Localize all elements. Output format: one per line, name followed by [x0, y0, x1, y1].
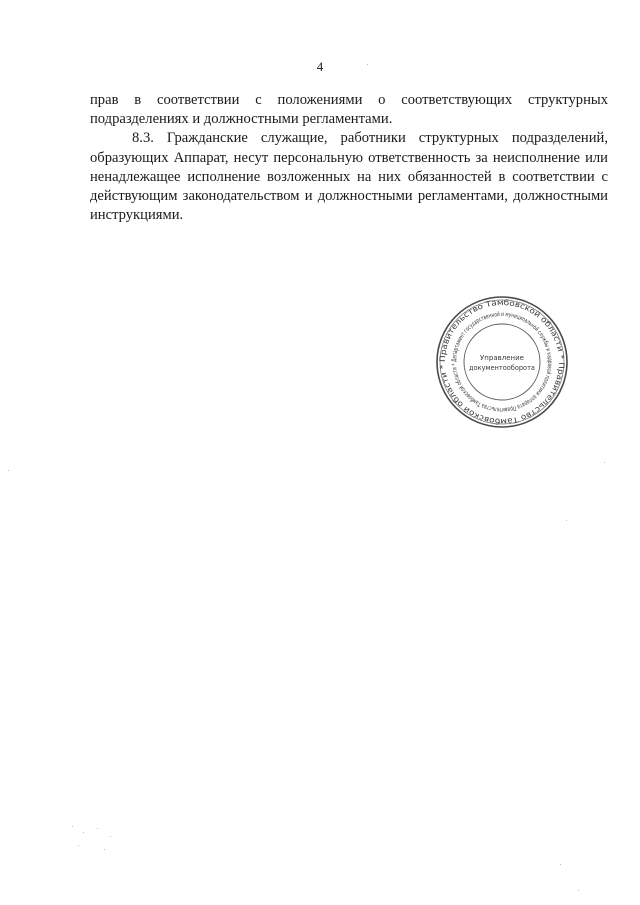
paragraph-8-3: 8.3. Гражданские служащие, работники структурных подразделений, образующих Аппарат, несут персональную ответственность за неисполнение или ненадлежащее исполнение возложенных на них обязанностей в соответствии с действующим законодательством и должностными регламентами, должностными инструкциями.	[90, 130, 608, 224]
page-number: 4	[316, 59, 324, 74]
seal-inner-text: Департамент государственной и муниципальной службы и кадровой политики аппарата Правительства Тамбовской области *	[450, 310, 554, 414]
seal-outer-text: Правительство Тамбовской области * Правительство Тамбовской области *	[437, 297, 567, 427]
seal-center-line2: документооборота	[469, 364, 535, 372]
seal-stamp-icon	[434, 294, 570, 430]
seal-center-line1: Управление	[480, 354, 524, 362]
body-text	[90, 91, 608, 225]
paragraph-continuation: прав в соответствии с положениями о соответствующих структурных подразделениях и должностными регламентами.	[90, 92, 608, 128]
official-seal	[434, 294, 570, 430]
